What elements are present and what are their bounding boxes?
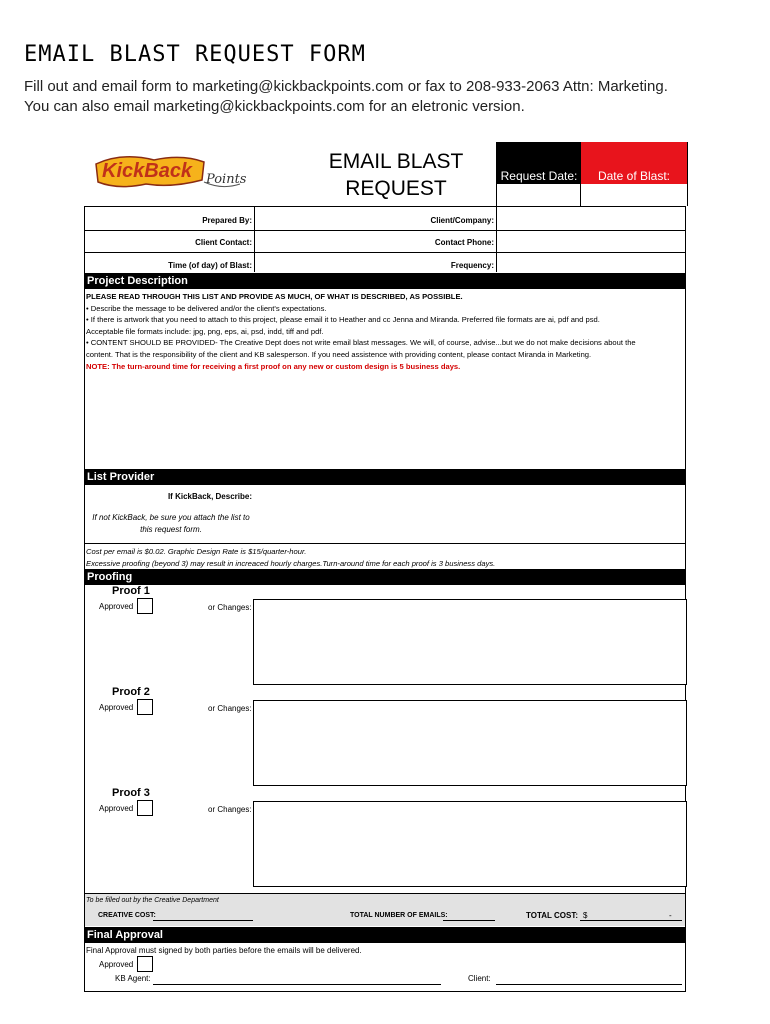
proof-2-changes-box[interactable] <box>253 700 687 786</box>
client-company-label: Client/Company: <box>430 216 494 225</box>
proof-2-title: Proof 2 <box>112 686 150 698</box>
divider <box>496 206 497 272</box>
description-line: • If there is artwork that you need to attach to this project, please email it to Heather and cc Jenna and Miranda. Preferred file formats are ai, pdf and psd. <box>86 315 600 325</box>
date-of-blast-cell[interactable] <box>580 142 688 206</box>
proof-1-title: Proof 1 <box>112 585 150 597</box>
total-emails-field[interactable] <box>443 920 495 921</box>
time-of-blast-label: Time (of day) of Blast: <box>168 261 252 270</box>
creative-note: To be filled out by the Creative Department <box>86 897 219 904</box>
proof-2-approved-checkbox[interactable] <box>137 699 153 715</box>
kb-agent-label: KB Agent: <box>115 974 151 983</box>
total-emails-label: TOTAL NUMBER OF EMAILS: <box>350 912 448 919</box>
header-title: EMAIL BLAST REQUEST <box>328 150 464 200</box>
project-description-field[interactable] <box>86 378 682 466</box>
description-line: • Describe the message to be delivered and/or the client's expectations. <box>86 303 327 313</box>
divider <box>84 893 686 894</box>
date-of-blast-label: Date of Blast: <box>581 142 687 184</box>
contact-phone-label: Contact Phone: <box>434 238 494 247</box>
client-contact-label: Client Contact: <box>195 238 252 247</box>
total-cost-dash: - <box>669 911 672 920</box>
project-description-body <box>86 291 682 372</box>
total-cost-dollar: $ <box>583 911 588 920</box>
proof-2-changes-label: or Changes: <box>208 704 252 713</box>
creative-cost-label: CREATIVE COST: <box>98 912 156 919</box>
contact-phone-field[interactable] <box>498 232 684 250</box>
proof-1-approved-label: Approved <box>99 602 134 611</box>
proof-3-approved-checkbox[interactable] <box>137 800 153 816</box>
request-date-label: Request Date: <box>497 142 581 184</box>
proof-1-changes-label: or Changes: <box>208 603 252 612</box>
logo-text: KickBack <box>102 160 193 182</box>
divider <box>254 206 255 272</box>
intro-line-1: Fill out and email form to marketing@kickbackpoints.com or fax to 208-933-2063 Attn: Marketing. <box>24 78 668 95</box>
kickback-logo <box>92 150 252 194</box>
total-cost-label: TOTAL COST: <box>526 911 578 920</box>
intro-line-2: You can also email marketing@kickbackpoints.com for an eletronic version. <box>24 98 525 115</box>
divider <box>84 543 686 544</box>
client-contact-field[interactable] <box>256 232 494 250</box>
description-line: PLEASE READ THROUGH THIS LIST AND PROVIDE AS MUCH, OF WHAT IS DESCRIBED, AS POSSIBLE. <box>86 292 463 301</box>
client-label: Client: <box>468 974 491 983</box>
page-title: EMAIL BLAST REQUEST FORM <box>24 42 366 67</box>
creative-cost-field[interactable] <box>153 920 253 921</box>
kickback-describe-label: If KickBack, Describe: <box>167 492 252 501</box>
total-cost-field[interactable] <box>580 920 682 921</box>
proof-3-changes-label: or Changes: <box>208 805 252 814</box>
proof-3-title: Proof 3 <box>112 787 150 799</box>
proof-2-approved-label: Approved <box>99 703 134 712</box>
logo-subtext: Points <box>206 172 247 187</box>
final-approved-checkbox[interactable] <box>137 956 153 972</box>
proof-3-approved-label: Approved <box>99 804 134 813</box>
kickback-describe-field[interactable] <box>256 488 684 506</box>
final-approval-text: Final Approval must signed by both parties before the emails will be delivered. <box>86 946 362 955</box>
frequency-field[interactable] <box>498 254 684 272</box>
request-date-cell[interactable] <box>496 142 581 206</box>
frequency-label: Frequency: <box>450 261 494 270</box>
final-approved-label: Approved <box>99 960 134 969</box>
client-signature-line[interactable] <box>496 984 682 985</box>
description-line: • CONTENT SHOULD BE PROVIDED- The Creative Dept does not write email blast messages. We will, of course, advise...but we do not make decisions about the <box>86 338 636 348</box>
prepared-by-field[interactable] <box>256 208 494 228</box>
proof-3-changes-box[interactable] <box>253 801 687 887</box>
divider <box>84 230 686 231</box>
proof-1-approved-checkbox[interactable] <box>137 598 153 614</box>
time-of-blast-field[interactable] <box>256 254 494 272</box>
prepared-by-label: Prepared By: <box>202 216 252 225</box>
project-description-heading: Project Description <box>84 273 686 289</box>
final-approval-heading: Final Approval <box>84 927 686 943</box>
header-bottom-line <box>496 206 686 207</box>
proofing-heading: Proofing <box>84 569 686 585</box>
kb-agent-signature-line[interactable] <box>153 984 441 985</box>
list-provider-heading: List Provider <box>84 469 686 485</box>
description-line: Acceptable file formats include: jpg, png, eps, ai, psd, indd, tiff and pdf. <box>86 326 324 336</box>
cost-note: Cost per email is $0.02. Graphic Design Rate is $15/quarter-hour. Excessive proofing (beyond 3) may result in increaced hourly charges.Turn-around time for each proof is 3 business days. <box>86 547 496 568</box>
not-kickback-note: If not KickBack, be sure you attach the list to this request form. <box>92 513 250 534</box>
divider <box>84 252 686 253</box>
turnaround-note: NOTE: The turn-around time for receiving a first proof on any new or custom design is 5 business days. <box>86 361 461 371</box>
client-company-field[interactable] <box>498 208 684 228</box>
proof-1-changes-box[interactable] <box>253 599 687 685</box>
description-line: content. That is the responsibility of the client and KB salesperson. If you need assistence with providing content, please contact Miranda in Marketing. <box>86 349 592 359</box>
